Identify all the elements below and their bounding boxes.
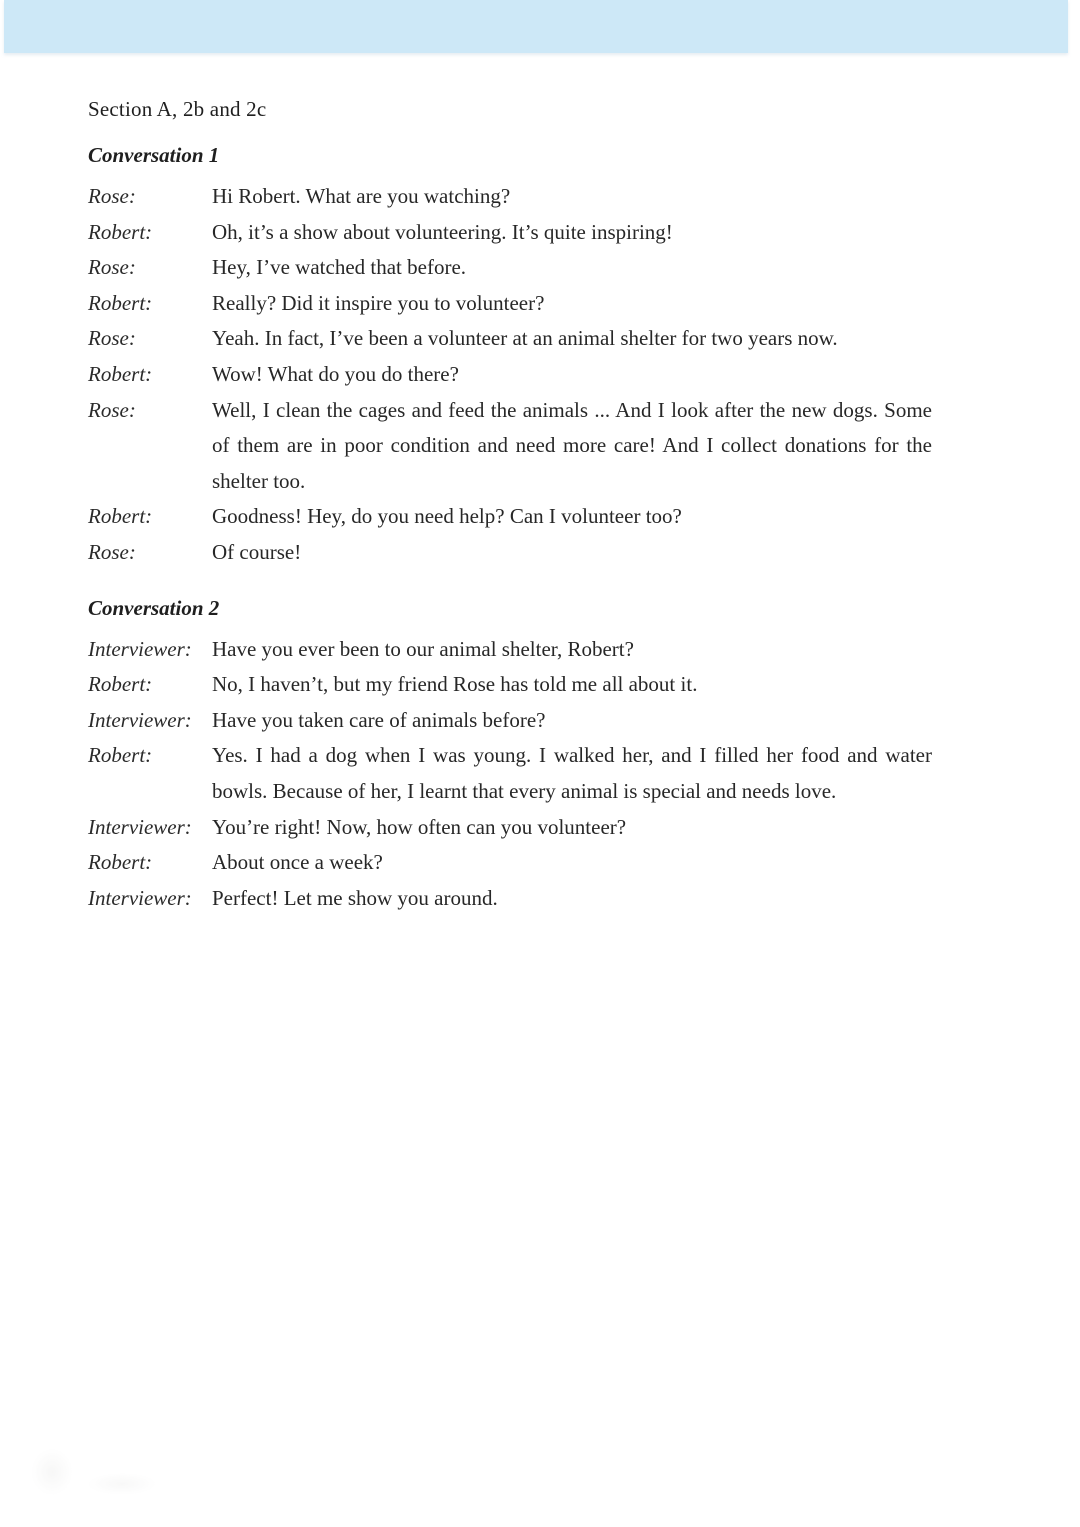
- utterance-text: About once a week?: [212, 850, 383, 875]
- speaker-label: Interviewer:: [88, 707, 192, 732]
- utterance-text: Yes. I had a dog when I was young. I walked her, and I filled her food and water bowls. Because of her, I learnt that every animal is special and needs love.: [212, 743, 932, 803]
- dialogue-line: [88, 703, 932, 739]
- utterance-text: Oh, it’s a show about volunteering. It’s quite inspiring!: [212, 219, 673, 244]
- speaker-label: Robert:: [88, 743, 153, 768]
- dialogue-line: [88, 357, 932, 393]
- speaker-label: Rose:: [88, 184, 136, 208]
- speaker-label: Rose:: [88, 255, 136, 280]
- utterance-text: Well, I clean the cages and feed the animals ... And I look after the new dogs. Some of them are in poor condition and need more care! And I collect donations for the shelter too.: [212, 397, 932, 493]
- speaker-label: Robert:: [88, 361, 153, 386]
- dialogue-line: [88, 393, 932, 500]
- utterance-text: Perfect! Let me show you around.: [212, 885, 498, 910]
- conversation-title: Conversation 2: [88, 595, 220, 620]
- dialogue-line: [88, 215, 932, 251]
- speaker-label: Rose:: [88, 397, 136, 422]
- conversation-title: Conversation 1: [88, 143, 220, 167]
- page-top-band: [4, 0, 1068, 53]
- dialogue-line: [88, 321, 932, 357]
- utterance-text: Hey, I’ve watched that before.: [212, 255, 467, 280]
- utterance-text: Hi Robert. What are you watching?: [212, 184, 511, 208]
- utterance-text: Yeah. In fact, I’ve been a volunteer at an animal shelter for two years now.: [212, 326, 838, 351]
- speaker-label: Interviewer:: [88, 885, 192, 910]
- dialogue-line: [88, 632, 932, 668]
- dialogue-line: [88, 845, 932, 881]
- dialogue-line: [88, 499, 932, 535]
- dialogue-line: [88, 881, 932, 917]
- speaker-label: Robert:: [88, 219, 153, 244]
- utterance-text: No, I haven’t, but my friend Rose has told me all about it.: [212, 672, 698, 697]
- speaker-label: Interviewer:: [88, 814, 192, 839]
- utterance-text: Have you taken care of animals before?: [212, 707, 546, 732]
- dialogue-line: [88, 667, 932, 703]
- speaker-label: Rose:: [88, 326, 136, 351]
- utterance-text: Have you ever been to our animal shelter, Robert?: [212, 636, 634, 661]
- dialogue-line: [88, 179, 932, 215]
- speaker-label: Robert:: [88, 504, 153, 529]
- speaker-label: Robert:: [88, 290, 153, 315]
- faint-watermark: [22, 1432, 182, 1518]
- dialogue-line: [88, 535, 932, 571]
- dialogue-line: [88, 250, 932, 286]
- speaker-label: Robert:: [88, 672, 153, 697]
- utterance-text: Really? Did it inspire you to volunteer?: [212, 290, 545, 315]
- page-content: [88, 96, 932, 916]
- conversation-lines: [88, 632, 932, 917]
- speaker-label: Robert:: [88, 850, 153, 875]
- utterance-text: Of course!: [212, 539, 302, 564]
- conversations-container: [88, 142, 932, 916]
- utterance-text: Goodness! Hey, do you need help? Can I volunteer too?: [212, 504, 682, 529]
- dialogue-line: [88, 738, 932, 809]
- dialogue-line: [88, 810, 932, 846]
- speaker-label: Rose:: [88, 539, 136, 564]
- conversation-lines: [88, 179, 932, 571]
- conversation-block: [88, 595, 932, 917]
- utterance-text: You’re right! Now, how often can you volunteer?: [212, 814, 627, 839]
- dialogue-line: [88, 286, 932, 322]
- utterance-text: Wow! What do you do there?: [212, 361, 459, 386]
- speaker-label: Interviewer:: [88, 636, 192, 661]
- section-heading: Section A, 2b and 2c: [88, 97, 267, 121]
- conversation-block: [88, 142, 932, 571]
